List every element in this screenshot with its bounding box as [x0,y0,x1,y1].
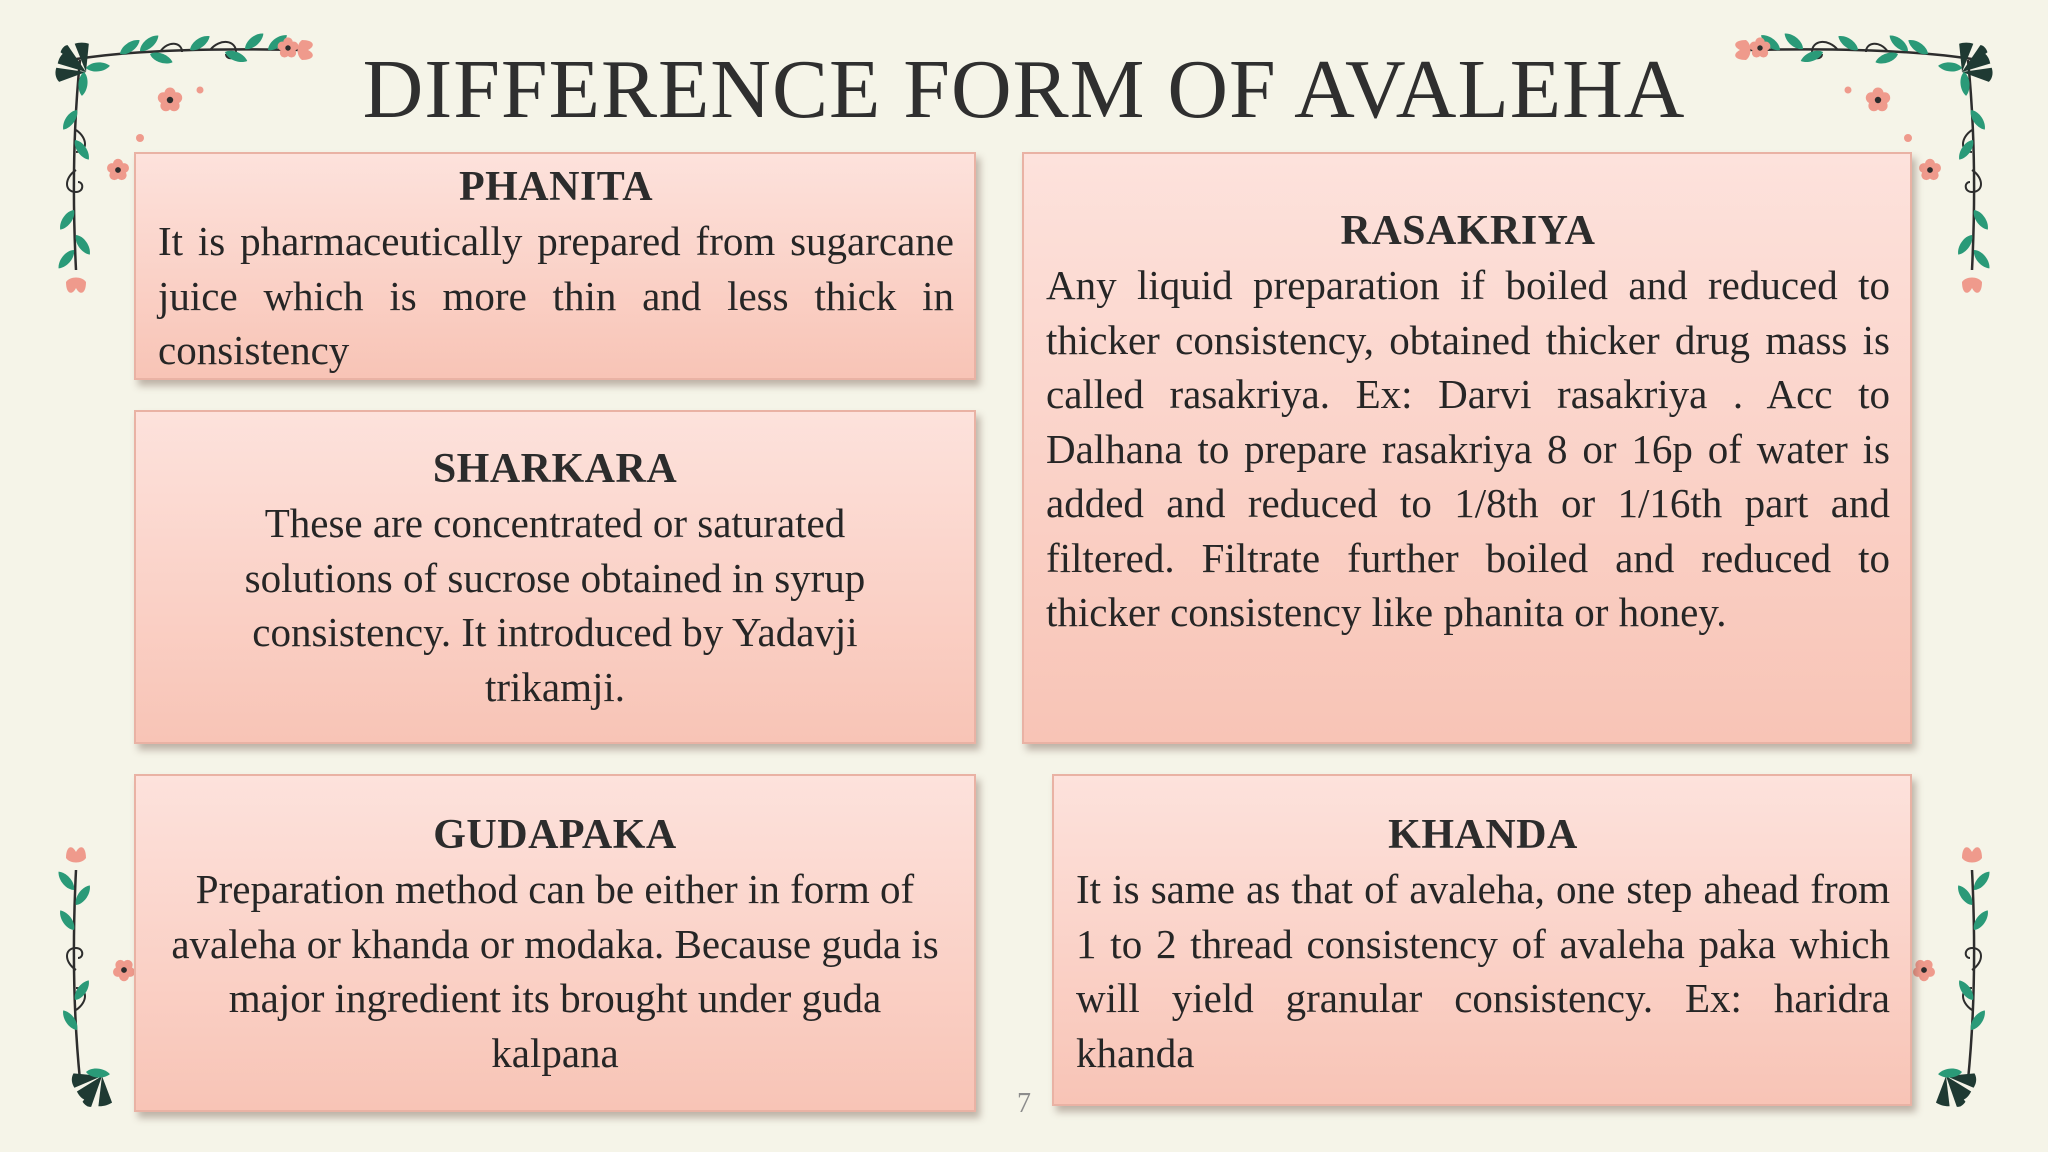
khanda-text: It is same as that of avaleha, one step ahead from 1 to 2 thread consistency of avaleha paka which will yield granular consistency. Ex: haridra khanda [1076,866,1890,1076]
gudapaka-heading: GUDAPAKA [433,812,677,858]
khanda-card [1052,774,1912,1106]
phanita-text: It is pharmaceutically prepared from sugarcane juice which is more thin and less thick in consistency [158,218,954,373]
page-number: 7 [1017,1088,1031,1119]
rasakriya-text: Any liquid preparation if boiled and reduced to thicker consistency, obtained thicker drug mass is called rasakriya. Ex: Darvi rasakriya . Acc to Dalhana to prepare rasakriya 8 or 16p of water is added and reduced to 1/8th or 1/16th part and filtered. Filtrate further boiled and reduced to thicker consistency like phanita or honey. [1046,262,1890,635]
sharkara-card [134,410,976,744]
gudapaka-text: Preparation method can be either in form of avaleha or khanda or modaka. Because guda is major ingredient its brought under guda kalpana [171,866,939,1076]
phanita-card [134,152,976,380]
phanita-heading: PHANITA [458,164,654,210]
gudapaka-card [134,774,976,1112]
khanda-heading: KHANDA [1388,812,1578,858]
rasakriya-heading: RASAKRIYA [1340,208,1596,254]
sharkara-text: These are concentrated or saturated solutions of sucrose obtained in syrup consistency. It introduced by Yadavji trikamji. [244,500,866,710]
sharkara-heading: SHARKARA [432,446,678,492]
rasakriya-card [1022,152,1912,744]
slide-title: DIFFERENCE FORM OF AVALEHA [362,43,1686,136]
